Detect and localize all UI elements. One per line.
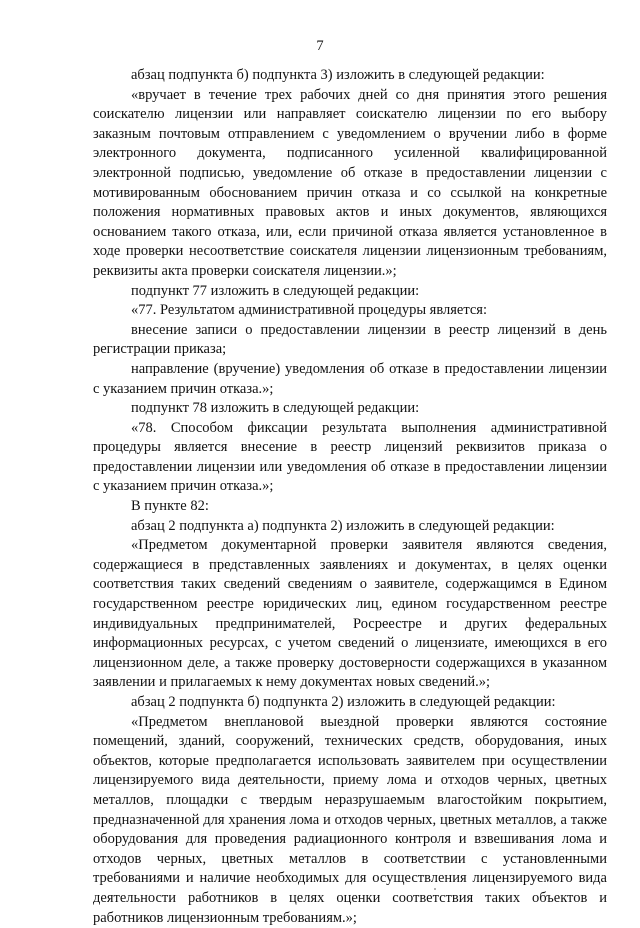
paragraph: подпункт 77 изложить в следующей редакции: — [131, 282, 420, 299]
paragraph: «вручает в течение трех рабочих дней со дня принятия этого решения соискателю лицензии или направляет соискателю лицензии по его выбору заказным почтовым отправлением с уведомлением о вручении либо в форме электронного документа, подписанного усиленной квалифицированной электронной подписью, уведомление об отказе в предоставлении лицензии с мотивированным обоснованием причин отказа и со ссылкой на конкретные положения нормативных правовых актов и иных документов, являющихся основанием такого отказа, или, если причиной отказа является установленное в ходе проверки несоответствие соискателя лицензии лицензионным требованиям, реквизиты акта проверки соискателя лицензии.»; — [93, 86, 607, 279]
paragraph: внесение записи о предоставлении лицензии в реестр лицензий в день регистрации приказа; — [93, 321, 607, 358]
paragraph: «Предметом внеплановой выездной проверки являются состояние помещений, зданий, сооружений, технических средств, оборудования, иных объектов, которые предполагается использовать заявителем при осуществлении лицензируемого вида деятельности, приему лома и отходов черных, цветных металлов, площадки с твердым неразрушаемым влагостойким покрытием, предназначенной для хранения лома и отходов черных, цветных металлов, а также оборудования для проведения радиационного контроля и взвешивания лома и отходов черных, цветных металлов в соответствии с установленными требованиями и наличие необходимых для осуществления лицензируемого вида деятельности работников в целях оценки соответствия таких объектов и работников лицензионным требованиям.»; — [93, 713, 607, 926]
paragraph: «78. Способом фиксации результата выполнения административной процедуры является внесение в реестр лицензий реквизитов приказа о предоставлении лицензии или уведомления об отказе в предоставлении лицензии с указанием причин отказа.»; — [93, 419, 607, 495]
document-body — [93, 66, 607, 928]
paragraph: В пункте 82: — [131, 498, 209, 515]
paragraph: «Предметом документарной проверки заявителя являются сведения, содержащиеся в представленных заявлениях и документах, в целях оценки соответствия таких сведений сведениям о заявителе, содержащимся в Едином государственном реестре юридических лиц, едином государственном реестре индивидуальных предпринимателей, Росреестре и других федеральных информационных ресурсах, с учетом сведений о лицензиате, имеющихся в его лицензионном деле, а также проверку достоверности содержащихся в указанном заявлении и прилагаемых к нему документах новых сведений.»; — [93, 537, 607, 691]
paragraph: подпункт 78 изложить в следующей редакции: — [131, 400, 420, 417]
paragraph: абзац 2 подпункта а) подпункта 2) изложить в следующей редакции: — [131, 517, 555, 534]
paragraph: абзац 2 подпункта б) подпункта 2) изложить в следующей редакции: — [131, 694, 556, 710]
paragraph: «77. Результатом административной процедуры является: — [131, 302, 488, 319]
scan-speck — [434, 888, 436, 890]
paragraph: направление (вручение) уведомления об отказе в предоставлении лицензии с указанием причин отказа.»; — [93, 360, 607, 397]
page-number: 7 — [316, 38, 324, 54]
paragraph: абзац подпункта б) подпункта 3) изложить в следующей редакции: — [131, 67, 545, 83]
